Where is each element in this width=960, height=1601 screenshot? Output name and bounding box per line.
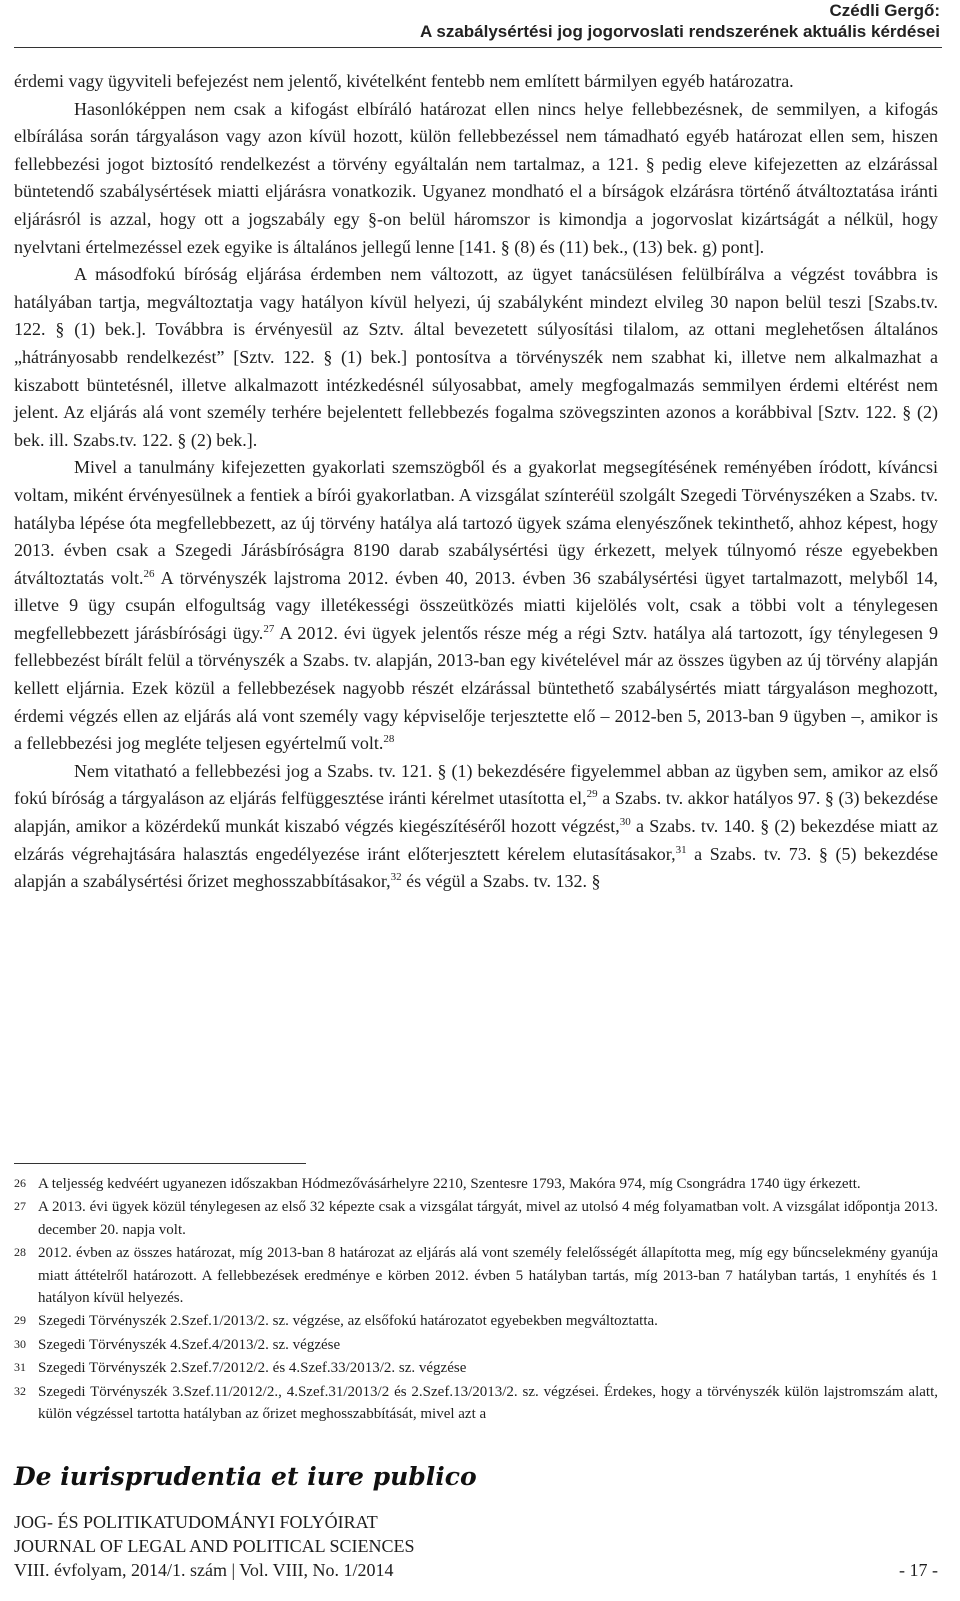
paragraph-4 [14, 454, 938, 758]
footnote-number: 27 [14, 1199, 26, 1214]
footnote-ref-31[interactable]: 31 [675, 843, 687, 856]
paragraph-4-part-b: A törvényszék lajstroma 2012. évben 40, 2013. évben 36 szabálysértési ügyet tartalmazott, melyből 14, illetve 9 ügy csupán elfogultság vagy illetékességi összeütközés miatti kijelölés volt, csak a többi volt a ténylegesen megfellebbezett járásbírósági ügy. [14, 567, 938, 643]
footnote-number: 26 [14, 1176, 26, 1190]
paragraph-3: A másodfokú bíróság eljárása érdemben nem változott, az ügyet tanácsülésen felülbírálva a végzést továbbra is hatályában tartja, megváltoztatja vagy hatályon kívül helyezi, új szabályként mindezt elvileg 30 napon belül teszi [Szabs.tv. 122. § (1) bek.]. Továbbra is érvényesül az Sztv. által bevezetett súlyosítási tilalom, az ottani meglehetősen általános „hátrányosabb rendelkezést” [Sztv. 122. § (1) bek.] pontosítva a törvényszék nem szabhat ki, illetve nem alkalmazhat a kiszabott büntetésnél, illetve alkalmazott intézkedésnél súlyosabbat, amely megfogalmazás semmilyen érdemi eltérést nem jelent. Az eljárás alá vont személy terhére bejelentett fellebbezés fogalma szövegszinten azonos a korábbival [Sztv. 122. § (2) bek. ill. Szabs.tv. 122. § (2) bek.]. [14, 264, 938, 450]
footnote-29 [14, 1310, 938, 1332]
footnote-text: A 2013. évi ügyek közül ténylegesen az első 32 képezte csak a vizsgálat tárgyát, mivel az utolsó 4 még folyamatban volt. A vizsgálat időpontja 2013. december 20. napja volt. [38, 1199, 938, 1238]
header-author: Czédli Gergő: [829, 1, 940, 20]
journal-line-hu: JOG- ÉS POLITIKATUDOMÁNYI FOLYÓIRAT [14, 1512, 378, 1532]
paragraph-5-part-d: a Szabs. tv. 73. § (5) bekezdése alapján a szabálysértési őrizet meghosszabbításakor, [14, 843, 938, 892]
footnote-ref-27[interactable]: 27 [263, 622, 275, 635]
paragraph-5-part-b: a Szabs. tv. akkor hatályos 97. § (3) bekezdése alapján, amikor a közérdekű munkát kiszabó végzés kiegészítéséről hozott végzést, [14, 788, 938, 837]
footnote-number: 29 [14, 1313, 26, 1328]
paragraph-5 [14, 758, 938, 896]
footnote-text: A teljesség kedvéért ugyanezen időszakban Hódmezővásárhelyre 2210, Szentesre 1793, Makóra 974, míg Csongrádra 1740 ügy érkezett. [38, 1176, 861, 1192]
journal-info [14, 1510, 415, 1582]
footnote-ref-28[interactable]: 28 [383, 733, 395, 746]
journal-logo-title: De iurisprudentia et iure publico [14, 1462, 477, 1491]
footnote-26 [14, 1173, 938, 1195]
journal-line-en: JOURNAL OF LEGAL AND POLITICAL SCIENCES [14, 1536, 415, 1556]
footnote-divider [14, 1163, 306, 1164]
footnote-text: Szegedi Törvényszék 3.Szef.11/2012/2., 4.Szef.31/2013/2 és 2.Szef.13/2013/2. sz. végzései. Érdekes, hogy a törvényszék külön lajstromszám alatt, külön végzéssel tartotta hatályban az őrizet meghosszabbítását, mivel azt a [38, 1383, 938, 1423]
paragraph-5-part-c: a Szabs. tv. 140. § (2) bekezdése miatt az elzárás végrehajtására halasztás engedélyezése iránt előterjesztett kérelem elutasításakor, [14, 816, 938, 864]
footnote-28 [14, 1242, 938, 1309]
footnote-text: 2012. évben az összes határozat, míg 2013-ban 8 határozat az eljárás alá vont személy felelősségét állapította meg, míg egy bűncselekmény gyanúja miatt áttételről határozott. A fellebbezések eredménye e körben 2012. évben 5 hatályban tartás, míg 2013-ban 7 hatályban tartás, 1 enyhítés és 1 hatályon kívül helyezés. [38, 1245, 938, 1307]
footnote-number: 28 [14, 1245, 26, 1260]
footnote-31 [14, 1357, 938, 1379]
footnote-ref-29[interactable]: 29 [586, 788, 598, 801]
footnote-number: 32 [14, 1383, 26, 1398]
paragraph-2: Hasonlóképpen nem csak a kifogást elbíráló határozat ellen nincs helye fellebbezésnek, de semmilyen, a kifogás elbírálása során tárgyaláson vagy azon kívül hozott, külön fellebbezéssel nem támadható egyéb határozat ellen sem, hiszen fellebbezési jogot biztosító rendelkezést a törvény egyáltalán nem tartalmaz, a 121. § pedig eleve kifejezetten az elzárással büntetendő szabálysértések miatti eljárásra vonatkozik. Ugyanez mondható el a bírságok elzárásra történő átváltoztatása iránti eljárásról is azzal, hogy ott a jogszabály egy §-on belül háromszor is kimondja a jogorvoslat kizártságát a nélkül, hogy nyelvtani értelmezéssel ezek egyike is általános jellegű lenne [141. § (8) és (11) bek., (13) bek. g) pont]. [14, 98, 938, 257]
journal-issue: VIII. évfolyam, 2014/1. szám | Vol. VIII, No. 1/2014 [14, 1560, 394, 1580]
footnote-32 [14, 1381, 938, 1426]
footnote-text: Szegedi Törvényszék 2.Szef.7/2012/2. és 4.Szef.33/2013/2. sz. végzése [38, 1360, 467, 1377]
footnote-30 [14, 1334, 938, 1356]
paragraph-1: érdemi vagy ügyviteli befejezést nem jelentő, kivételként fentebb nem említett bármilyen egyéb határozatra. [14, 71, 794, 91]
footnote-number: 31 [14, 1360, 26, 1375]
page-number: - 17 - [899, 1560, 938, 1580]
footnote-ref-26[interactable]: 26 [143, 567, 155, 580]
header-divider [14, 47, 942, 48]
footnote-number: 30 [14, 1336, 26, 1351]
paragraph-5-part-a: Nem vitatható a fellebbezési jog a Szabs. tv. 121. § (1) bekezdésére figyelemmel abban az ügyben sem, amikor az első fokú bíróság a tárgyaláson az eljárás felfüggesztése iránti kérelmet utasította el, [14, 760, 938, 809]
footnote-text: Szegedi Törvényszék 2.Szef.1/2013/2. sz. végzése, az elsőfokú határozatot egyebekben megváltoztatta. [38, 1313, 658, 1330]
paragraph-4-part-c: A 2012. évi ügyek jelentős része még a régi Sztv. hatálya alá tartozott, így ténylegesen 9 fellebbezést bírált felül a törvényszék a Szabs. tv. alapján, 2013-ban egy kivételével már az összes ügyben az új törvény alapján kellett eljárnia. Ezek közül a fellebbezések nagyobb részét elzárással büntethető szabálysértés miatt tárgyaláson meghozott, érdemi végzés ellen az eljárás alá vont személy vagy képviselője terjesztette elő – 2012-ben 5, 2013-ban 9 ügyben –, amikor is a fellebbezési jog megléte teljesen egyértelmű volt. [14, 622, 938, 754]
header-title: A szabálysértési jog jogorvoslati rendszerének aktuális kérdései [420, 22, 940, 41]
body-text [14, 68, 938, 896]
paragraph-5-part-e: és végül a Szabs. tv. 132. § [401, 871, 601, 892]
footnote-ref-32[interactable]: 32 [390, 871, 402, 884]
footnote-ref-30[interactable]: 30 [619, 816, 631, 829]
running-header [420, 0, 940, 42]
paragraph-4-part-a: Mivel a tanulmány kifejezetten gyakorlati szemszögből és a gyakorlat megsegítésének reményében íródott, kíváncsi voltam, miként érvényesülnek a fentiek a bírói gyakorlatban. A vizsgálat színteréül szolgált Szegedi Törvényszéken a Szabs. tv. hatályba lépése óta megfellebbezett, az új törvény hatálya alá tartozó ügyek száma elenyészőnek tekinthető, ahhoz képest, hogy 2013. évben csak a Szegedi Járásbíróságra 8190 darab szabálysértési ügy érkezett, melyek túlnyomó része egyebekben átváltoztatás volt. [14, 457, 938, 588]
footnotes [14, 1173, 938, 1426]
footnote-27 [14, 1196, 938, 1241]
footnote-text: Szegedi Törvényszék 4.Szef.4/2013/2. sz. végzése [38, 1336, 341, 1353]
